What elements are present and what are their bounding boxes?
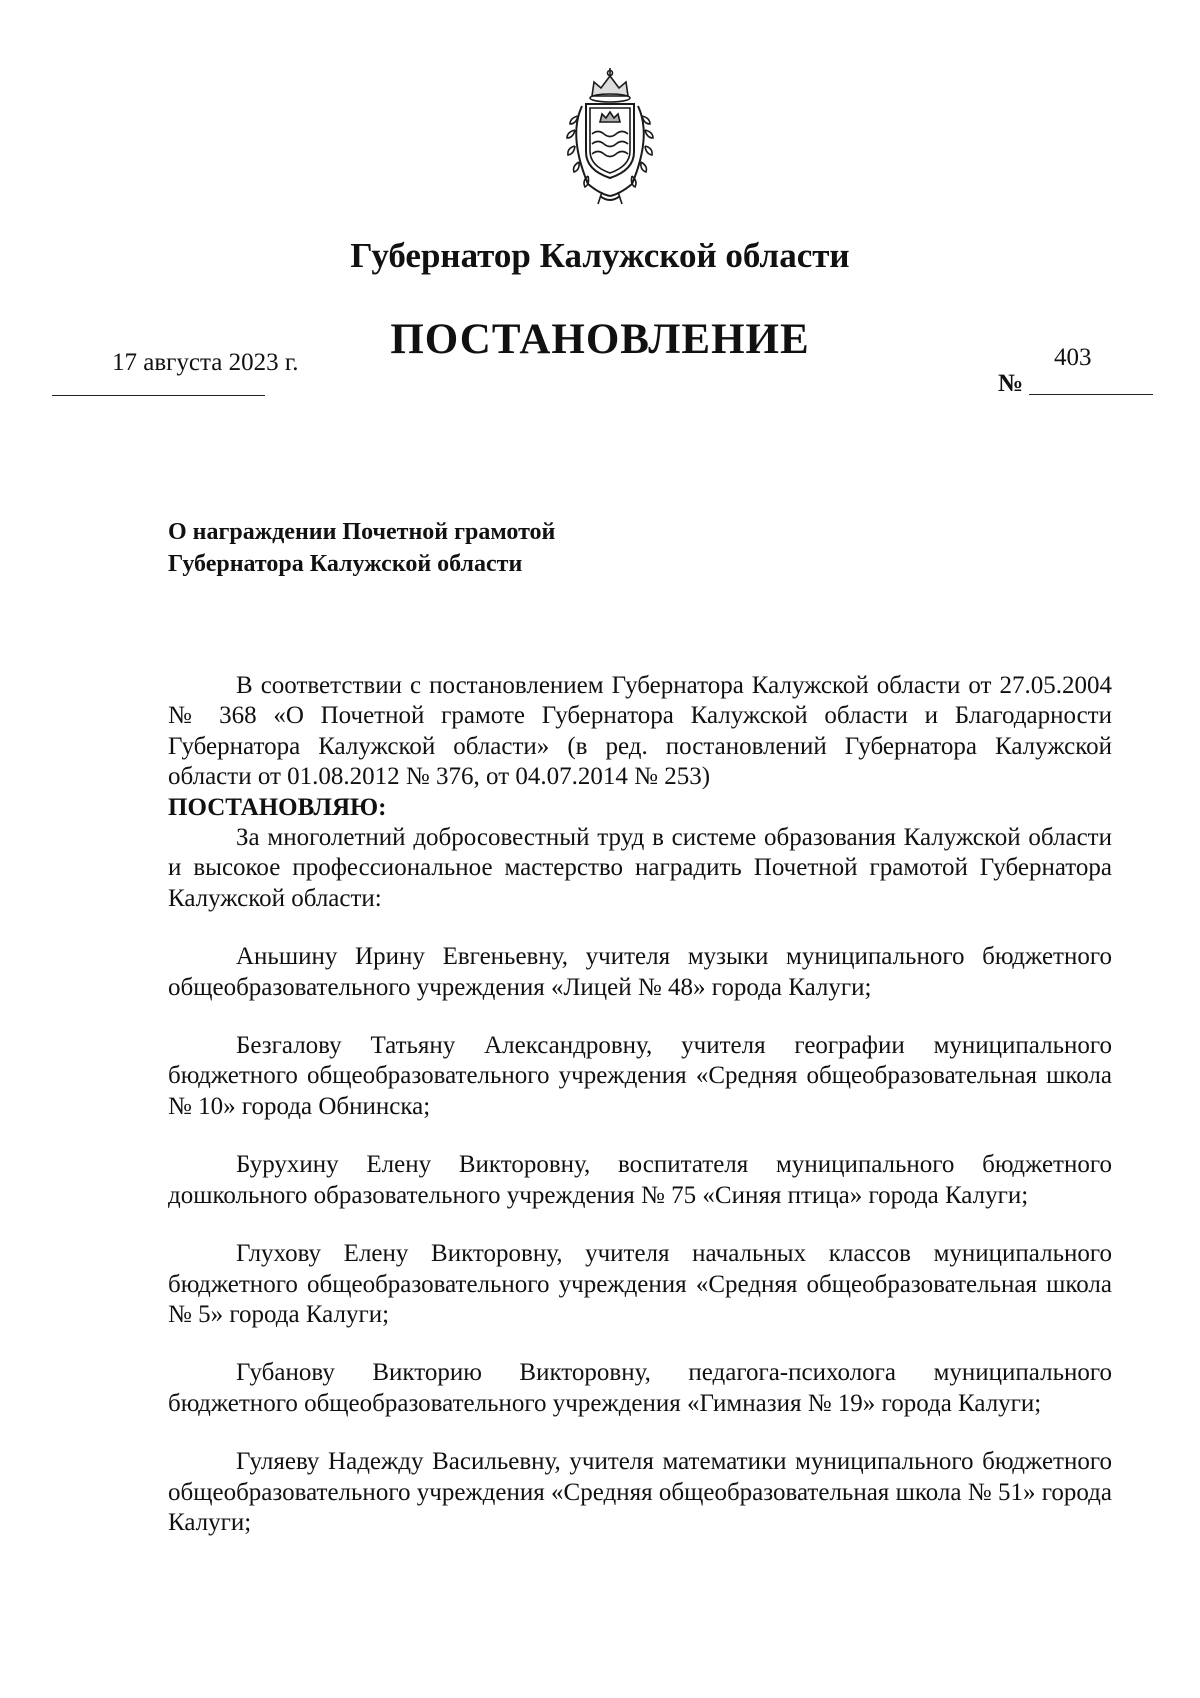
document-type-title: ПОСТАНОВЛЕНИЕ bbox=[390, 316, 810, 363]
date-underline bbox=[52, 395, 265, 396]
awardee-paragraph-6: Гуляеву Надежду Васильевну, учителя математики муниципального бюджетного общеобразовательного учреждения «Средняя общеобразовательная школа № 51» города Калуги; bbox=[168, 1448, 1112, 1536]
preamble-paragraph: В соответствии с постановлением Губернатора Калужской области от 27.05.2004 № 368 «О Почетной грамоте Губернатора Калужской области и Благодарности Губернатора Калужской области» (в ред. постановлений Губернатора Калужской области от 01.08.2012 № 376, от 04.07.2014 № 253) bbox=[168, 672, 1112, 791]
kaluga-coat-of-arms-icon bbox=[548, 66, 672, 206]
awardee-paragraph-3: Бурухину Елену Викторовну, воспитателя муниципального бюджетного дошкольного образовательного учреждения № 75 «Синяя птица» города Калуги; bbox=[168, 1151, 1112, 1209]
document-number: 403 bbox=[1054, 344, 1092, 371]
subject-line-1: О награждении Почетной грамотой bbox=[168, 519, 556, 545]
document-subject bbox=[168, 516, 555, 580]
document-date: 17 августа 2023 г. bbox=[112, 349, 299, 376]
issuing-authority: Губернатор Калужской области bbox=[350, 236, 850, 275]
resolve-heading: ПОСТАНОВЛЯЮ: bbox=[168, 793, 387, 821]
awardee-paragraph-4: Глухову Елену Викторовну, учителя начальных классов муниципального бюджетного общеобразовательного учреждения «Средняя общеобразовательная школа № 5» города Калуги; bbox=[168, 1240, 1112, 1328]
document-body bbox=[168, 671, 1112, 1538]
intro-paragraph: За многолетний добросовестный труд в системе образования Калужской области и высокое профессиональное мастерство наградить Почетной грамотой Губернатора Калужской области: bbox=[168, 824, 1112, 912]
number-underline bbox=[1029, 394, 1153, 395]
awardee-paragraph-5: Губанову Викторию Викторовну, педагога-психолога муниципального бюджетного общеобразовательного учреждения «Гимназия № 19» города Калуги; bbox=[168, 1359, 1112, 1417]
awardee-paragraph-1: Аньшину Ирину Евгеньевну, учителя музыки муниципального бюджетного общеобразовательного учреждения «Лицей № 48» города Калуги; bbox=[168, 943, 1112, 1001]
awardee-paragraph-2: Безгалову Татьяну Александровну, учителя географии муниципального бюджетного общеобразовательного учреждения «Средняя общеобразовательная школа № 10» города Обнинска; bbox=[168, 1032, 1112, 1120]
subject-line-2: Губернатора Калужской области bbox=[168, 551, 523, 577]
number-sign: № bbox=[998, 370, 1024, 397]
